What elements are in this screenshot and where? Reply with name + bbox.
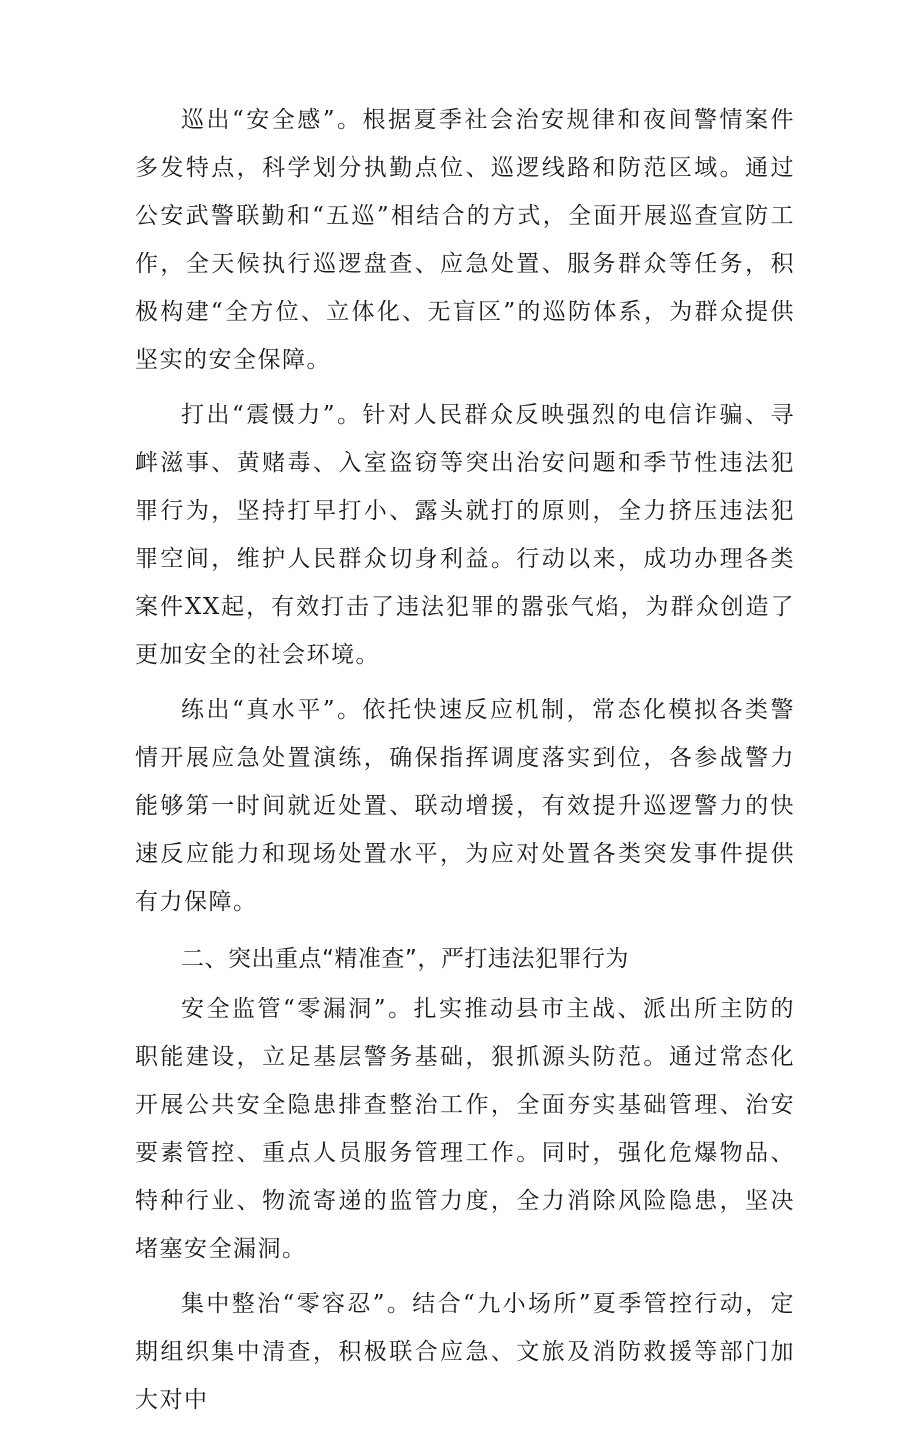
paragraph-training: 练出“真水平”。依托快速反应机制，常态化模拟各类警情开展应急处置演练，确保指挥调度落实到位，各参战警力能够第一时间就近处置、联动增援，有效提升巡逻警力的快速反应能力和现场处置水平，为应对处置各类突发事件提供有力保障。 [135, 697, 795, 915]
paragraph-rectification: 集中整治“零容忍”。结合“九小场所”夏季管控行动，定期组织集中清查，积极联合应急、文旅及消防救援等部门加大对中 [135, 1291, 795, 1413]
section-heading: 二、突出重点“精准查”，严打违法犯罪行为 [181, 946, 629, 972]
paragraph-supervision: 安全监管“零漏洞”。扎实推动县市主战、派出所主防的职能建设，立足基层警务基础，狠抓源头防范。通过常态化开展公共安全隐患排查整治工作，全面夯实基础管理、治安要素管控、重点人员服务管理工作。同时，强化危爆物品、特种行业、物流寄递的监管力度，全力消除风险隐患，坚决堵塞安全漏洞。 [135, 996, 795, 1262]
paragraph-patrol: 巡出“安全感”。根据夏季社会治安规律和夜间警情案件多发特点，科学划分执勤点位、巡逻线路和防范区域。通过公安武警联勤和“五巡”相结合的方式，全面开展巡查宣防工作，全天候执行巡逻盘查、应急处置、服务群众等任务，积极构建“全方位、立体化、无盲区”的巡防体系，为群众提供坚实的安全保障。 [135, 107, 795, 373]
document-body [135, 96, 795, 1431]
paragraph-crackdown: 打出“震慑力”。针对人民群众反映强烈的电信诈骗、寻衅滋事、黄赌毒、入室盗窃等突出治安问题和季节性违法犯罪行为，坚持打早打小、露头就打的原则，全力挤压违法犯罪空间，维护人民群众切身利益。行动以来，成功办理各类案件XX起，有效打击了违法犯罪的嚣张气焰，为群众创造了更加安全的社会环境。 [135, 402, 795, 668]
